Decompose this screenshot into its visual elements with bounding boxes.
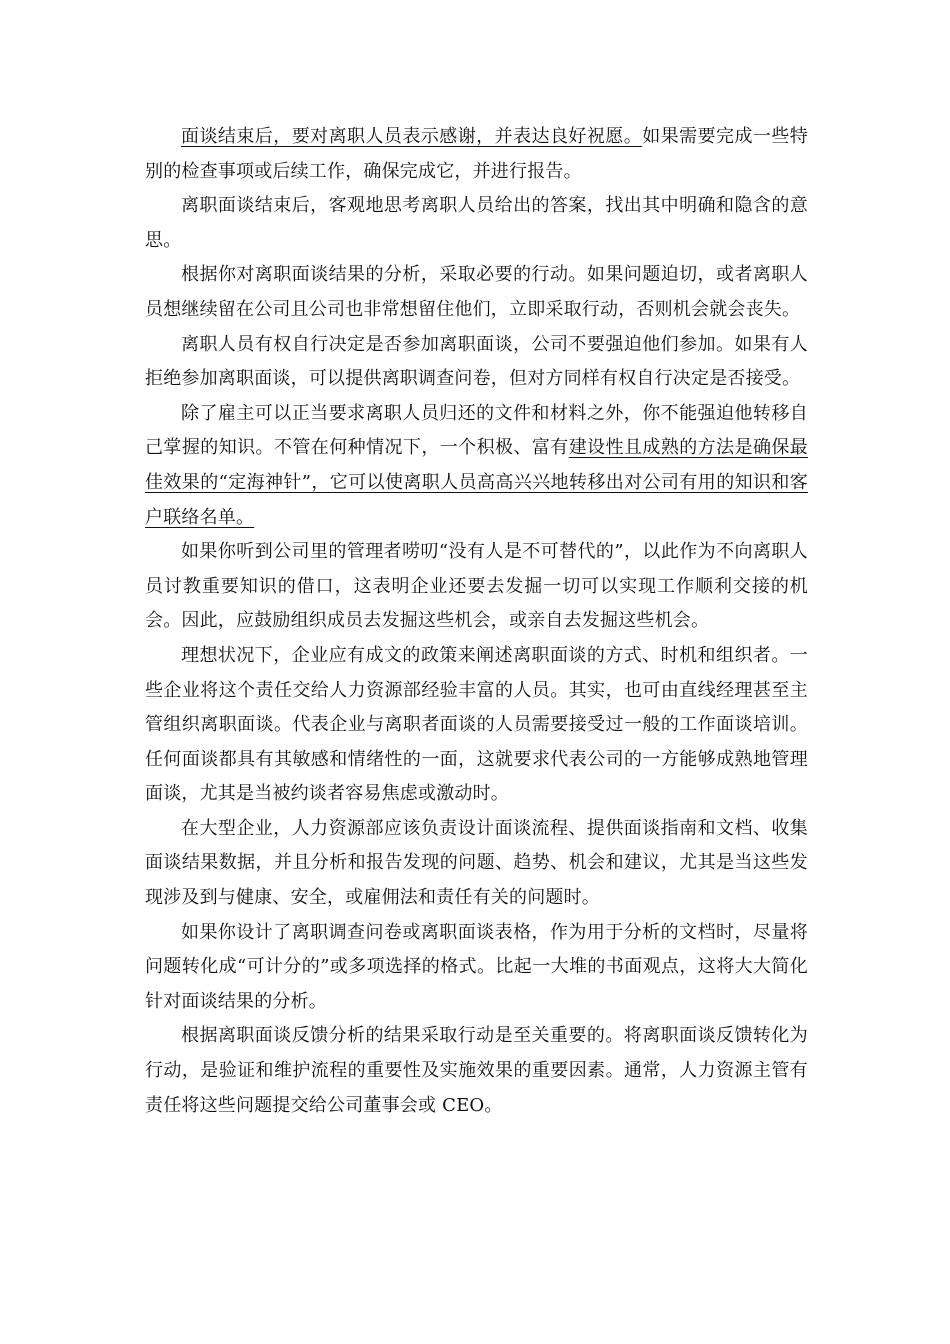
paragraph-text: 除了雇主可以正当要求离职人员归还的文件和材料之外，你不能强迫他转移自己掌握的知识。不管在何种情况下，一个积极、富有 bbox=[145, 402, 808, 459]
paragraph-8 bbox=[145, 812, 808, 916]
paragraph-7 bbox=[145, 639, 808, 812]
paragraph-text: 离职面谈结束后，客观地思考离职人员给出的答案，找出其中明确和隐含的意思。 bbox=[145, 195, 808, 251]
document-body bbox=[145, 120, 808, 1123]
paragraph-3 bbox=[145, 258, 808, 327]
paragraph-text: 离职人员有权自行决定是否参加离职面谈，公司不要强迫他们参加。如果有人拒绝参加离职面谈，可以提供离职调查问卷，但对方同样有权自行决定是否接受。 bbox=[145, 333, 808, 390]
paragraph-2 bbox=[145, 189, 808, 258]
paragraph-text: 根据你对离职面谈结果的分析，采取必要的行动。如果问题迫切，或者离职人员想继续留在公司且公司也非常想留住他们，立即采取行动，否则机会就会丧失。 bbox=[145, 264, 808, 320]
paragraph-4 bbox=[145, 328, 808, 397]
paragraph-10 bbox=[145, 1019, 808, 1123]
underlined-text: 建设性且成熟的方法是确保最佳效果的“定海神针”，它可以使离职人员高高兴兴地转移出对公司有用的知识和客户联络名单。 bbox=[145, 437, 808, 528]
paragraph-1 bbox=[145, 120, 808, 189]
underlined-text: 面谈结束后，要对离职人员表示感谢，并表达良好祝愿。 bbox=[181, 126, 643, 147]
paragraph-text: 根据离职面谈反馈分析的结果采取行动是至关重要的。将离职面谈反馈转化为行动，是验证和维护流程的重要性及实施效果的重要因素。通常，人力资源主管有责任将这些问题提交给公司董事会或 CEO。 bbox=[145, 1025, 808, 1116]
paragraph-text: 如果需要完成一些特别的检查事项或后续工作，确保完成它，并进行报告。 bbox=[145, 126, 808, 182]
paragraph-text: 如果你听到公司里的管理者唠叨“没有人是不可替代的”，以此作为不向离职人员讨教重要知识的借口，这表明企业还要去发掘一切可以实现工作顺利交接的机会。因此，应鼓励组织成员去发掘这些机会，或亲自去发掘这些机会。 bbox=[145, 541, 808, 632]
paragraph-9 bbox=[145, 916, 808, 1020]
paragraph-text: 在大型企业，人力资源部应该负责设计面谈流程、提供面谈指南和文档、收集面谈结果数据，并且分析和报告发现的问题、趋势、机会和建议，尤其是当这些发现涉及到与健康、安全，或雇佣法和责任有关的问题时。 bbox=[145, 817, 808, 909]
paragraph-text: 理想状况下，企业应有成文的政策来阐述离职面谈的方式、时机和组织者。一些企业将这个责任交给人力资源部经验丰富的人员。其实，也可由直线经理甚至主管组织离职面谈。代表企业与离职者面谈的人员需要接受过一般的工作面谈培训。任何面谈都具有其敏感和情绪性的一面，这就要求代表公司的一方能够成熟地管理面谈，尤其是当被约谈者容易焦虑或激动时。 bbox=[145, 644, 808, 805]
paragraph-6 bbox=[145, 535, 808, 639]
paragraph-text: 如果你设计了离职调查问卷或离职面谈表格，作为用于分析的文档时，尽量将问题转化成“可计分的”或多项选择的格式。比起一大堆的书面观点，这将大大简化针对面谈结果的分析。 bbox=[145, 921, 808, 1012]
paragraph-5 bbox=[145, 397, 808, 535]
